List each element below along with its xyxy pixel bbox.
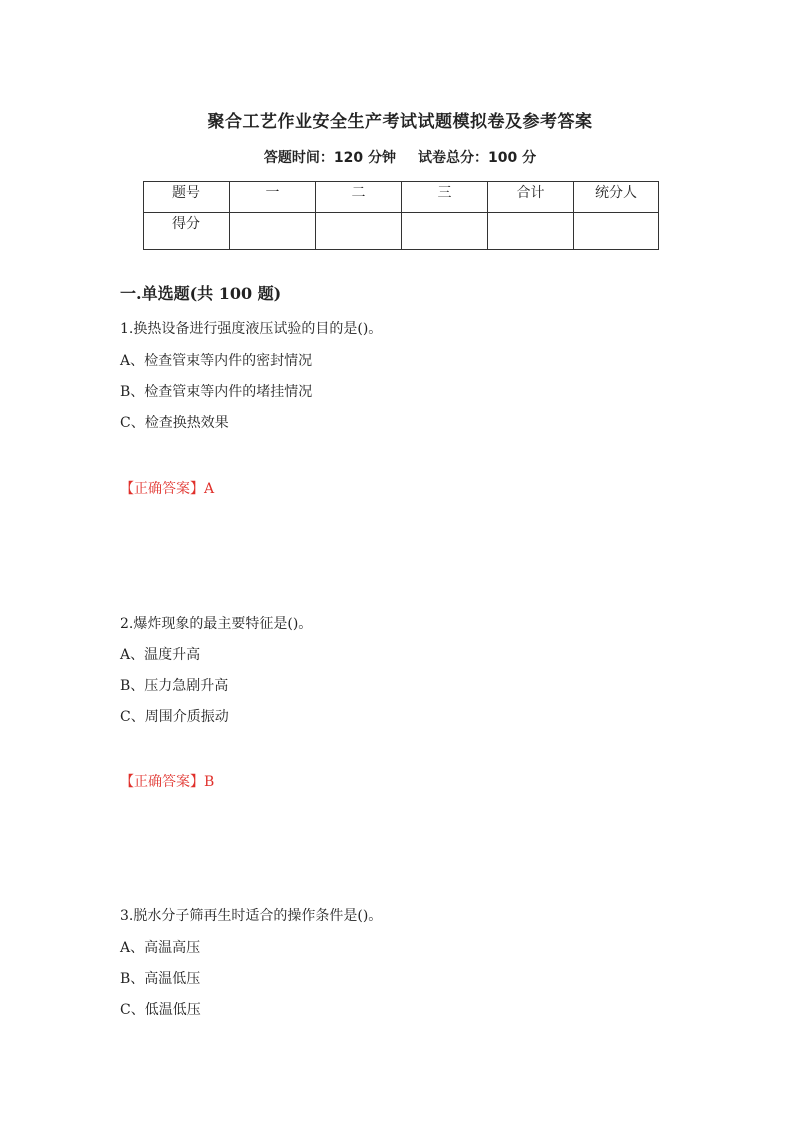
score-cell bbox=[488, 213, 574, 250]
question-3-option-c: C、低温低压 bbox=[120, 1002, 201, 1018]
section-title: 一.单选题(共 100 题) bbox=[120, 284, 282, 303]
question-3-text: 3.脱水分子筛再生时适合的操作条件是()。 bbox=[120, 908, 383, 924]
score-cell bbox=[574, 213, 659, 250]
question-2-option-b: B、压力急剧升高 bbox=[120, 678, 229, 694]
question-3-option-b: B、高温低压 bbox=[120, 971, 201, 987]
exam-info bbox=[0, 147, 800, 167]
exam-time: 答题时间：120 分钟 bbox=[263, 150, 396, 166]
question-1-option-a: A、检查管束等内件的密封情况 bbox=[120, 353, 313, 369]
score-cell bbox=[316, 213, 402, 250]
page-title: 聚合工艺作业安全生产考试试题模拟卷及参考答案 bbox=[207, 112, 593, 132]
score-table-header: 合计 bbox=[488, 182, 574, 213]
question-2-answer: 【正确答案】B bbox=[120, 774, 215, 790]
question-1-answer: 【正确答案】A bbox=[120, 481, 215, 497]
score-table-header: 一 bbox=[230, 182, 316, 213]
question-1-text: 1.换热设备进行强度液压试验的目的是()。 bbox=[120, 321, 383, 337]
question-1-option-b: B、检查管束等内件的堵挂情况 bbox=[120, 384, 313, 400]
question-2-option-a: A、温度升高 bbox=[120, 647, 201, 663]
score-cell bbox=[230, 213, 316, 250]
score-row-label: 得分 bbox=[144, 213, 230, 250]
exam-total-score: 试卷总分：100 分 bbox=[418, 150, 537, 166]
score-table bbox=[143, 181, 659, 250]
question-3-option-a: A、高温高压 bbox=[120, 940, 201, 956]
score-cell bbox=[402, 213, 488, 250]
score-table-header: 题号 bbox=[144, 182, 230, 213]
score-table-header: 三 bbox=[402, 182, 488, 213]
question-2-option-c: C、周围介质振动 bbox=[120, 709, 229, 725]
score-table-header-row bbox=[144, 182, 659, 213]
question-2-text: 2.爆炸现象的最主要特征是()。 bbox=[120, 616, 313, 632]
question-1-option-c: C、检查换热效果 bbox=[120, 415, 229, 431]
score-table-header: 二 bbox=[316, 182, 402, 213]
score-table-score-row bbox=[144, 213, 659, 250]
score-table-header: 统分人 bbox=[574, 182, 659, 213]
